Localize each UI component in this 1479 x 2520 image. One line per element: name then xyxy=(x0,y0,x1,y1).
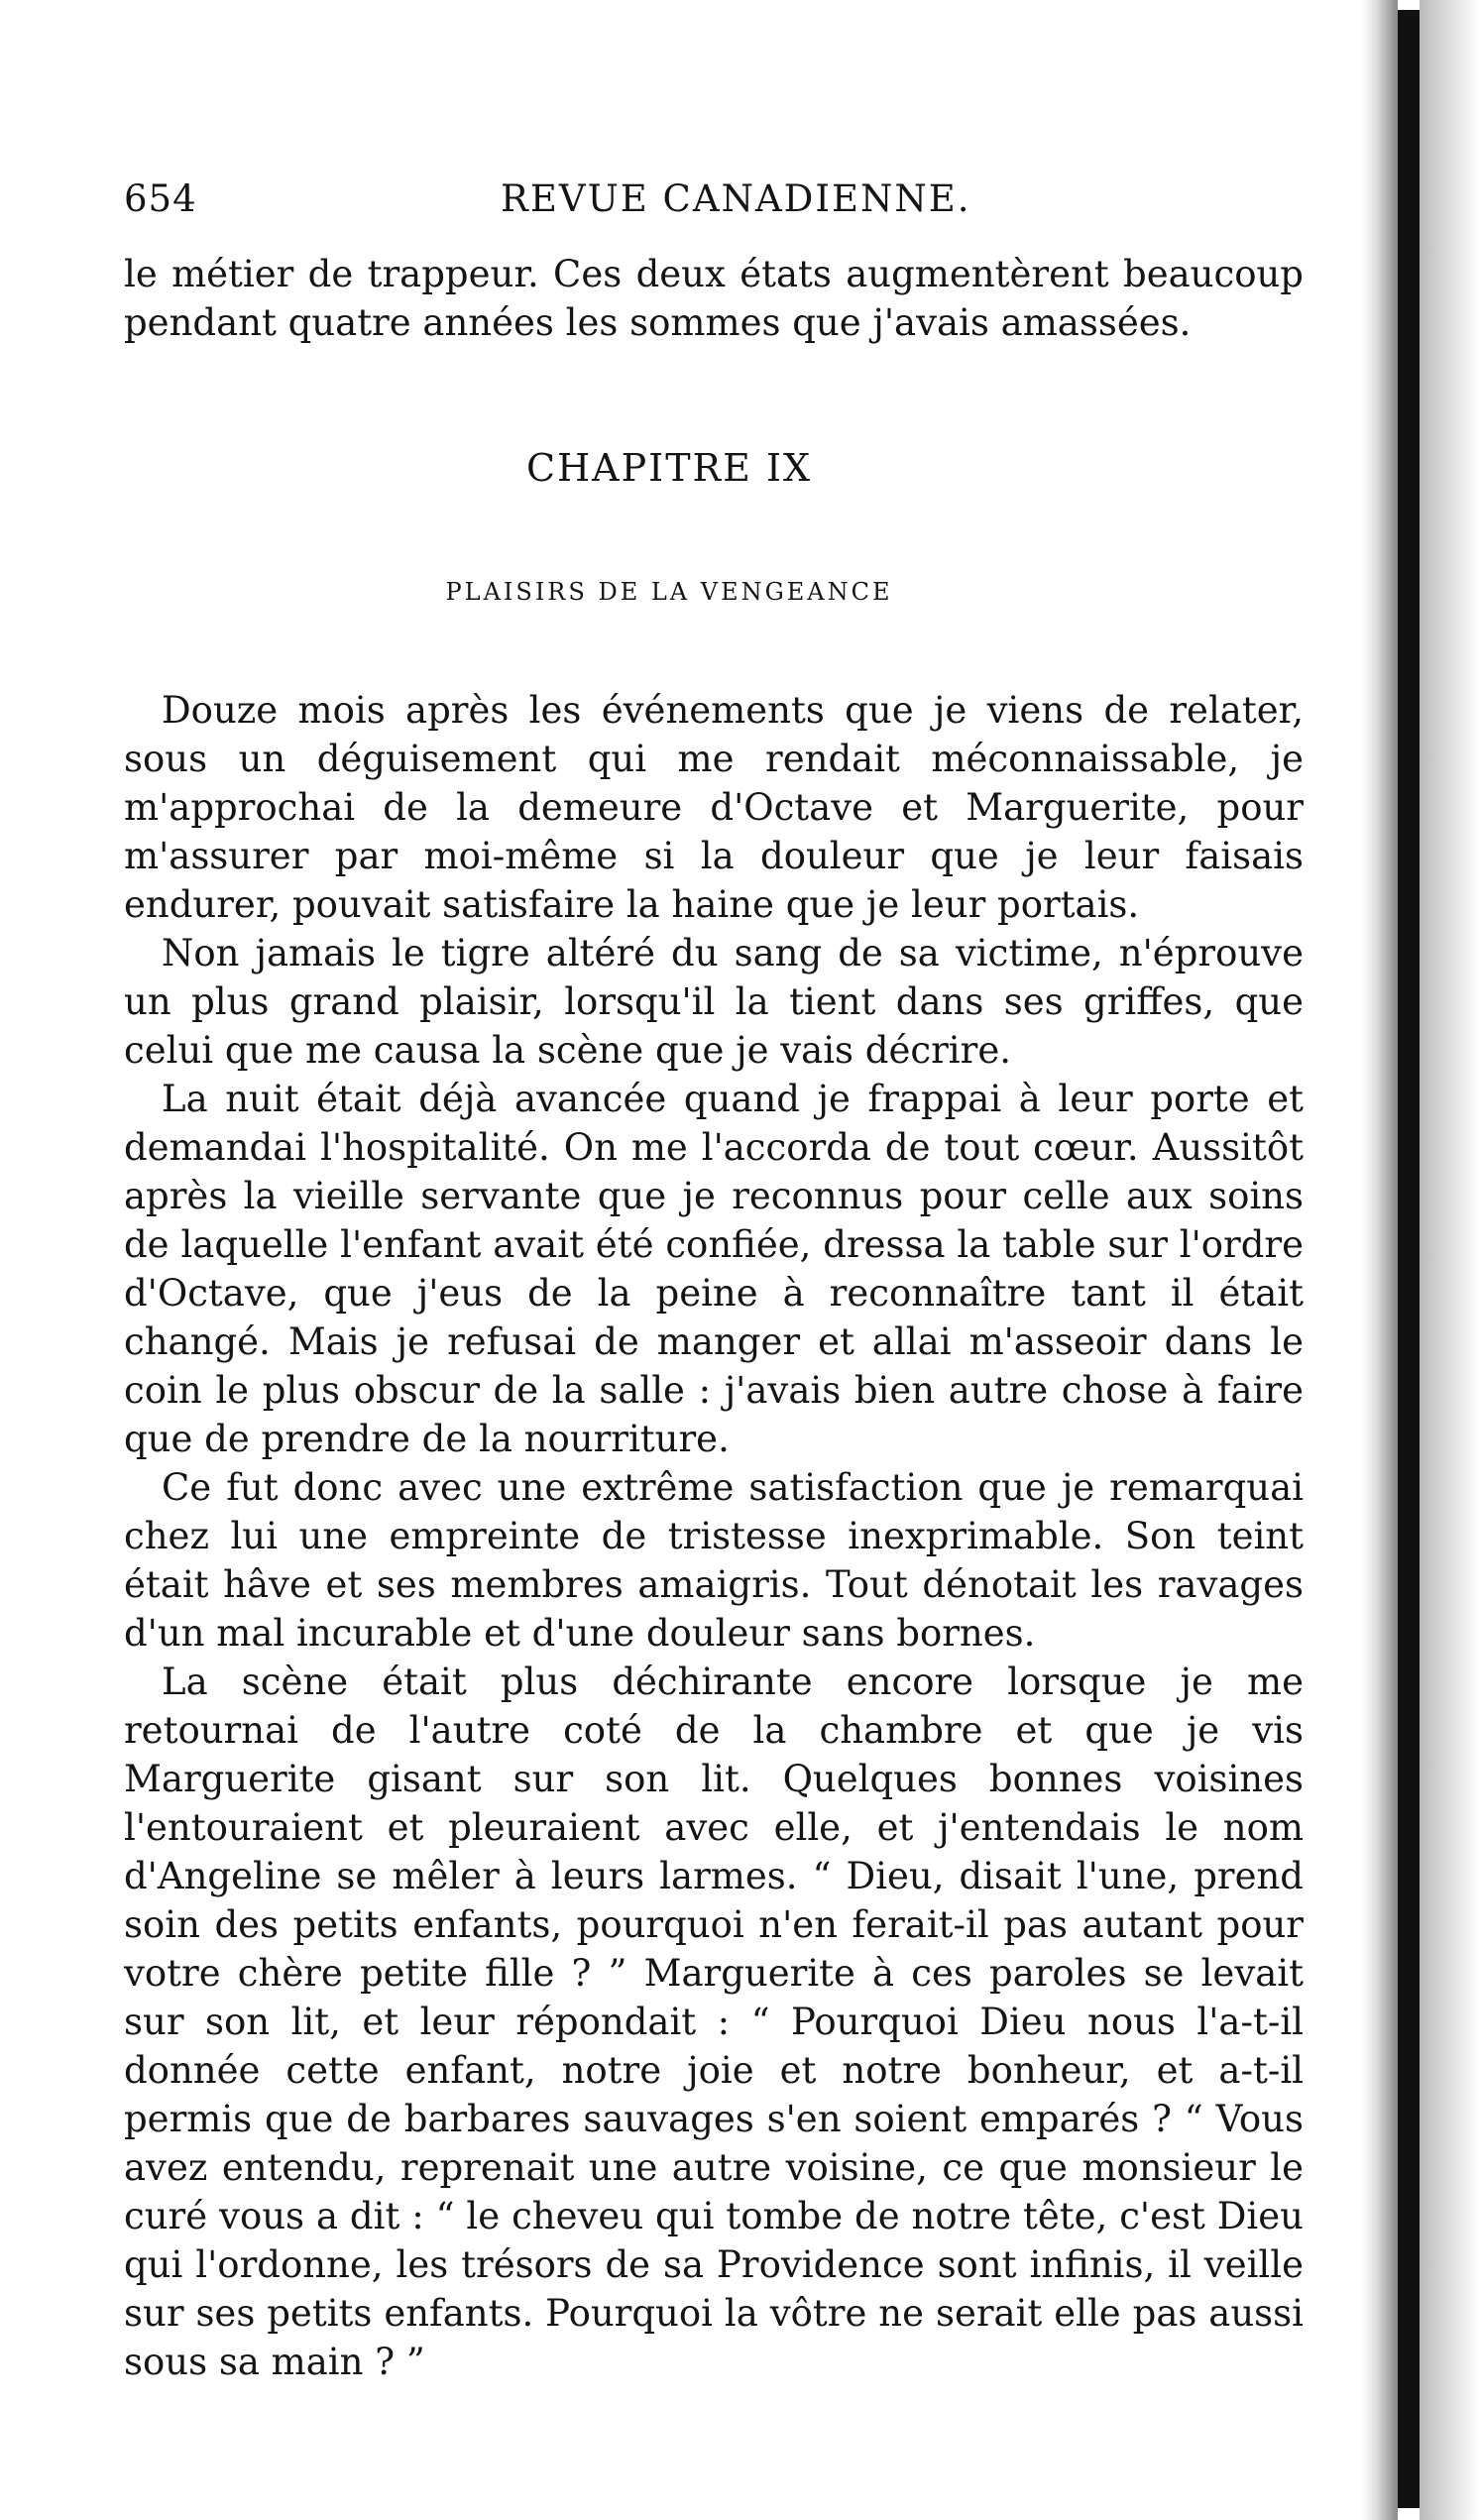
scan-edge-outer xyxy=(1420,0,1479,2520)
paragraph: Ce fut donc avec une extrême satisfaction que je remarquai chez lui une empreinte de tristesse inexprimable. Son teint était hâve et ses membres amaigris. Tout dénotait les ravages d'un mal incurable et d'une douleur sans bornes. xyxy=(124,1466,1304,1655)
binding-shadow xyxy=(1362,0,1398,2520)
running-header xyxy=(124,174,1304,224)
paragraph: La nuit était déjà avancée quand je frappai à leur porte et demandai l'hospitalité. On me l'accorda de tout cœur. Aussitôt après la vieille servante que je reconnus pour celle aux soins de laquelle l'enfant avait été confiée, dressa la table sur l'ordre d'Octave, que j'eus de la peine à reconnaître tant il était changé. Mais je refusai de manger et allai m'asseoir dans le coin le plus obscur de la salle : j'avais bien autre chose à faire que de prendre de la nourriture. xyxy=(124,1078,1304,1460)
paragraph: La scène était plus déchirante encore lorsque je me retournai de l'autre coté de la chambre et que je vis Marguerite gisant sur son lit. Quelques bonnes voisines l'entouraient et pleuraient avec elle, et j'entendais le nom d'Angeline se mêler à leurs larmes. “ Dieu, disait l'une, prend soin des petits enfants, pourquoi n'en ferait-il pas autant pour votre chère petite fille ? ” Marguerite à ces paroles se levait sur son lit, et leur répondait : “ Pourquoi Dieu nous l'a-t-il donnée cette enfant, notre joie et notre bonheur, et a-t-il permis que de barbares sauvages s'en soient emparés ? “ Vous avez entendu, reprenait une autre voisine, ce que monsieur le curé vous a dit : “ le cheveu qui tombe de notre tête, c'est Dieu qui l'ordonne, les trésors de sa Providence sont infinis, il veille sur ses petits enfants. Pourquoi la vôtre ne serait elle pas aussi sous sa main ? ” xyxy=(124,1661,1304,2383)
paragraph: Non jamais le tigre altéré du sang de sa victime, n'éprouve un plus grand plaisir, lorsqu'il la tient dans ses griffes, que celui que me causa la scène que je vais décrire. xyxy=(124,932,1304,1072)
chapter-subtitle: PLAISIRS DE LA VENGEANCE xyxy=(445,578,893,606)
continued-paragraph-block xyxy=(124,250,1304,347)
chapter-body xyxy=(124,686,1304,2386)
scan-edge-bar xyxy=(1398,10,1420,2508)
continued-paragraph: le métier de trappeur. Ces deux états augmentèrent beaucoup pendant quatre années les sommes que j'avais amassées. xyxy=(124,253,1304,344)
paragraph: Douze mois après les événements que je viens de relater, sous un déguisement qui me rendait méconnaissable, je m'approchai de la demeure d'Octave et Marguerite, pour m'assurer par moi-même si la douleur que je leur faisais endurer, pouvait satisfaire la haine que je leur portais. xyxy=(124,689,1304,926)
chapter-title: CHAPITRE IX xyxy=(525,446,813,490)
journal-title: REVUE CANADIENNE. xyxy=(501,177,971,220)
page-number: 654 xyxy=(124,177,197,220)
